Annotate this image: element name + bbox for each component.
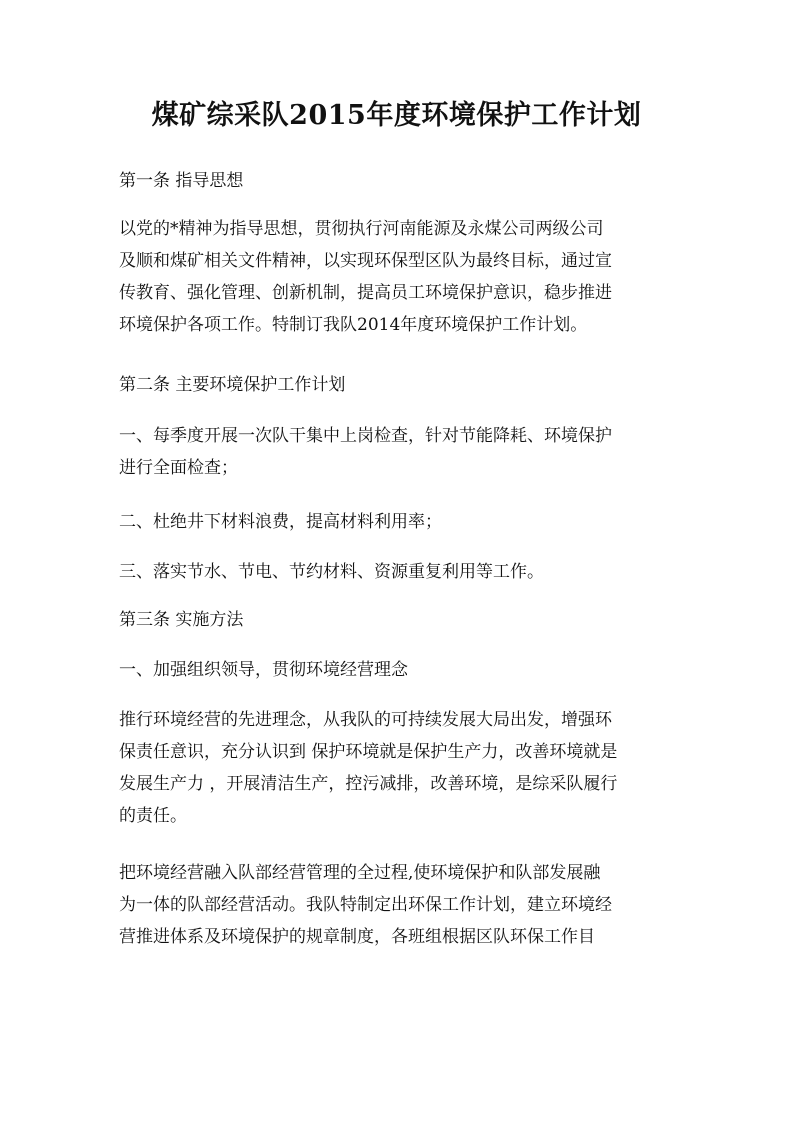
text-line: 一、加强组织领导，贯彻环境经营理念 [119, 660, 408, 680]
section-2-item-3 [119, 556, 679, 588]
text-line: 为一体的队部经营活动。我队特制定出环保工作计划，建立环境经 [119, 895, 612, 915]
text-line: 发展生产力 ，开展清洁生产，控污减排，改善环境，是综采队履行 [119, 774, 618, 794]
section-3-item-1 [119, 654, 679, 686]
section-2-item-1 [119, 420, 679, 484]
text-line: 三、落实节水、节电、节约材料、资源重复利用等工作。 [119, 562, 544, 582]
text-line: 第三条 实施方法 [119, 610, 244, 630]
section-3-heading [119, 604, 679, 636]
text-line: 第一条 指导思想 [119, 171, 244, 191]
text-line: 营推进体系及环境保护的规章制度，各班组根据区队环保工作目 [119, 927, 595, 947]
section-2-heading [119, 369, 679, 401]
text-line: 以党的*精神为指导思想，贯彻执行河南能源及永煤公司两级公司 [119, 219, 604, 239]
section-3-body-2 [119, 857, 679, 953]
text-line: 第二条 主要环境保护工作计划 [119, 375, 346, 395]
text-line: 保责任意识，充分认识到 保护环境就是保护生产力，改善环境就是 [119, 742, 618, 762]
text-line: 一、每季度开展一次队干集中上岗检查，针对节能降耗、环境保护 [119, 426, 612, 446]
text-line: 的责任。 [119, 806, 187, 826]
document-title: 煤矿综采队2015年度环境保护工作计划 [151, 100, 642, 131]
section-2-item-2 [119, 506, 679, 538]
section-3-body-1 [119, 704, 679, 832]
text-line: 环境保护各项工作。特制订我队2014年度环境保护工作计划。 [119, 315, 588, 335]
text-line: 推行环境经营的先进理念，从我队的可持续发展大局出发，增强环 [119, 710, 612, 730]
section-1-heading [119, 165, 679, 197]
text-line: 传教育、强化管理、创新机制，提高员工环境保护意识，稳步推进 [119, 283, 612, 303]
text-line: 二、杜绝井下材料浪费，提高材料利用率； [119, 512, 442, 532]
text-line: 进行全面检查； [119, 458, 238, 478]
text-line: 把环境经营融入队部经营管理的全过程,使环境保护和队部发展融 [119, 863, 601, 883]
section-1-body [119, 213, 679, 341]
text-line: 及顺和煤矿相关文件精神，以实现环保型区队为最终目标，通过宣 [119, 251, 612, 271]
